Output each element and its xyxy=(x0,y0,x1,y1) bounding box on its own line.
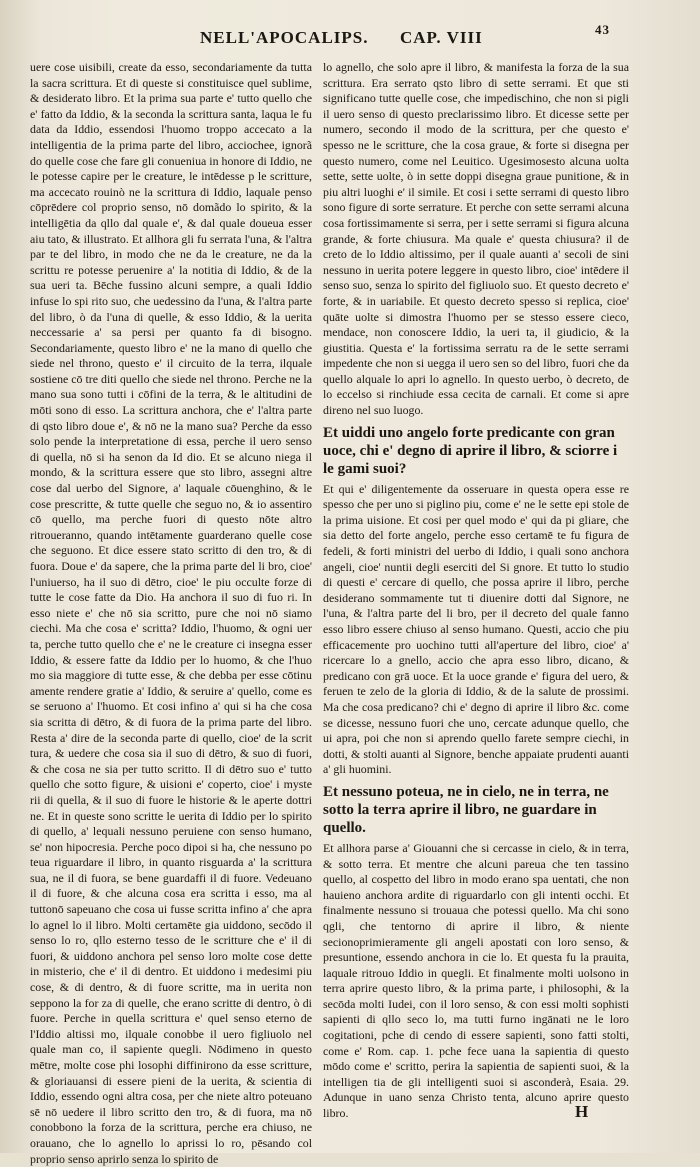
right-paragraph-2: Et qui e' diligentemente da osseruare in questa opera esse re spesso che per uno si piglino piu, come e' ne le sette epi stole de la prima uisione. Et cosi per quel modo e' qui da pi gliare, che sia detto del forte angelo, perche esso certamē te fu figura de fedeli, & forti ministri del uerbo di Iddio, i quali sono anchora angeli, cioe' nuntii degli eserciti del Si gnore. Et tutto lo studio di questi e' cercare di quello, che possa aprire il libro, perche desiderano sommamente tut ti diuenire dotti dal Signore, ne l'una, & l'altra parte del li bro, per il decreto del quale fanno esso libro essere chiuso al senso humano. Questi, accio che piu efficacemente pro uochino tutti all'aperture del libro, cioe' a' ricercare lo a gnello, accio che apra esso libro, dicano, & predicano con grā uoce. Et la uoce grande e' figura del uero, & feruen te zelo de la gloria di Iddio, & de la salute de prossimi. Ma che cosa predicano? chi e' degno di aprire il libro &c. come se dicesse, nessuno fuori che uno, cercate adunque quello, che ui apra, poi che non si aprendo quello farete sempre ciechi, in dotti, & stolti auanti al Signore, benche appaiate prudenti auanti a' gli huomini. xyxy=(323,481,629,777)
scripture-lemma-1: Et uiddi uno angelo forte predicante con gran uoce, chi e' degno di aprire il libro, & sciorre i le gami suoi? xyxy=(323,424,618,477)
folio-number: 43 xyxy=(595,22,610,37)
running-title: NELL'APOCALIPS. xyxy=(200,28,369,47)
scripture-lemma-2: Et nessuno poteua, ne in cielo, ne in terra, ne sotto la terra aprire il libro, ne guardare in quello. xyxy=(323,783,609,836)
signature-mark: H xyxy=(575,1102,589,1121)
page-header xyxy=(190,22,610,54)
left-column-text: uere cose uisibili, create da esso, secondariamente da tutta la sacra scrittura. Et di queste si constituisce quel sublime, & desiderato libro. Et la prima sua parte e' tutto quello che e' fatto da Iddio, & la seconda la scrittura santa, laqua le fu data da Iddio, essendosi l'huomo troppo accecato a la intelligentia de la prima parte del libro, acciochee, ignorã do quelle cose che fare gli conueniua in honore di Iddio, ne le potesse capire per le creature, le intēdesse p le scritture, ma accecato rouinò ne la scrittura di Iddio, laquale penso cōprēdere col proprio senso, nō domãdo lo spirito, & la intelligētia da qllo dal quale e', & dal quale doueua esser aiu tato, & illustrato. Et allhora gli fu serrata l'una, & l'altra par te del libro, in modo che ne da le creature, ne da la scrittu re potesse peruenire a' la notitia di Iddio, & de la sua ueri ta. Bēche fussino alcuni sempre, a quali Iddio infuse lo spi rito suo, che uedessino da l'una, & l'altra parte del libro, ò da l'una di quelle, & esso Iddio, & la uerita neccessarie a' sa persi per quanto fa di bisogno. Secondariamente, questo libro e' ne la mano di quello che siede nel throno, questo e' il circuito de la terra, ilquale sostiene cō tre diti quello che siede nel throno. Perche ne la mano sua sono tutti i cōfini de la terra, & le altitudini de mōti sono di esso. La scrittura anchora, che e' l'altra parte di qsto libro doue e', & nō ne la mano sua? Perche da esso solo pende la interpretatione di essa, perche il uero senso di quella, nō si ha senon da Id dio. Et se alcuno niega il mondo, & la scrittura essere que sto libro, assegni altre cose dal uerbo del Signore, a' laquale cōuenghino, & le cose prescritte, & tutte quelle che seguo no, & io assentiro cō quello, ma perche fuori di questo nōte altro ritroueranno, quando intētamente guarderano quelle cose che seguono. Et dice essere stato scritto di den tro, & di fuora. Doue e' da sapere, che la prima parte del li bro, cioe' l'uniuerso, ha il suo di dētro, cioe' le piu occulte forze di tutte le cose fatte da Dio. Ha anchora il suo di fuo ri. In esso niete e' che nō sia scritto, pure che noi nō siamo ciechi. Ma che cosa e' scritta? Iddio, l'huomo, & ogni uer ta, perche tutto quello che e' ne le creature ci insegna esser Iddio, & essere fatte da Iddio per lo huomo, & che l'huo mo sia maggiore di tutte esse, & che debba per esse cōtinu amente rendere gratie a' Iddio, & seruire a' quello, come es se seruono a' l'huomo. Et cosi infino a' qui si ha che cosa sia scritta di dētro, & di fuora de la prima parte del libro. Resta a' dire de la seconda parte di quello, cioe' de la scrit tura, & uedere che cosa sia il suo di dētro, & suo di fuori, & che cosa ne sia per tutto scritto. Il di dētro suo e' tutto quello che sotto figure, & uisioni e' coperto, cioe' i myste rii di quella, & il suo di fuore le historie & le aperte dottri ne. Et in queste sono scritte le uerita di Iddio per lo spirito di quello, a' lequali nessuno peruiene con senso humano, se' non hipocresia. Perche poco dipoi si ha, che nessuno po teua riguardare il libro, in quanto risguarda a' la scrittura sua, ne il di fuora, se bene guardaffi il di fuore. Vedeuano il di fuore, & che alcuna cosa era scritta i esso, ma al tuttonō sapeuano che cosa ui fusse scritta infino a' che apra lo agnel lo il libro. Molti certamēte gia uiddono, secōdo il senso lo ro, qllo esterno tesso de le scritture che e' il di fuori, & uiddono anchora pel senso loro molte cose dette in misterio, che e' il di dentro. Et uiddono i medesimi piu cose, & di dentro, & di fuore scritte, ma in uerita non seppono la for za di quelle, che erano scritte di dentro, ò di fuore. Perche in quella scrittura e' quel senso eterno de l'Iddio altissi mo, ilquale conobbe il uero figliuolo nel quale man co, il sapiente quegli. Nōdimeno in questo mētre, molte cose phi losophi diffinirono da esse scritture, & gloriauansi di essere pieni de la uerita, & scientia di Iddio, essendo ogni altra cosa, per che niete altro poteuano sē nō uedere il libro scritto den tro, & di fuora, ma nō conobbono la forza de la scrittura, perche era chiuso, ne orauano, che lo agnello lo aprissi lo ro, pēsando col proprio senso aprirlo senza lo spirito de xyxy=(30,60,312,1166)
left-column xyxy=(30,60,312,1166)
chapter-number: CAP. VIII xyxy=(400,28,483,47)
right-paragraph-3: Et allhora parse a' Giouanni che si cercasse in cielo, & in terra, & sotto terra. Et mentre che alcuni pareua che ten tassino quello, al cospetto del libro in modo erano spa uentati, che non hauieno anchora ardite di riguardarlo con gli intenti occhi. Et finalmente nessuno si trouaua che potessi quello. Ma chi sono qgli, che tentorno di aprire il libro, & niente secionoprimieramente gli angeli apostati con loro senso, & presuntione, essendo anchora in cie lo. Et questa fu la prauita, laquale ritrouo Iddio in quegli. Et finalmente molti uolsono in terra aprire questo libro, & la prima parte, i philosophi, & la secōda molti Iudei, con il loro senso, & con essi molti sophisti sapienti di qllo seco lo, ma tutti furno ingānati ne le loro cogitationi, pche di cendo di essere sapienti, sono fatti stolti, come e' Rom. cap. 1. pche fece uana la sapientia di questo mōdo come e' scritto, perira la sapientia de sapienti suoi, & la intelligen tia de gli intelligenti suoi si asconderà, Esaia. 29. Adunque in uano senza Christo tenta, alcuno aprire questo libro. xyxy=(323,840,629,1121)
right-paragraph-1: lo agnello, che solo apre il libro, & manifesta la forza de la sua scrittura. Era serrato qsto libro di sette serrami. Et que sti significano tutte quelle cose, che impedischino, che non si pigli il uero senso di questo preclarissimo libro. Et dicesse sette per numero, secondo il modo de la scrittura, per che questo e' spesso ne le scritture, che la cosa graue, & forte si disegna per questo numero, come nel Leuitico. Ugesimosesto alcuna uolta sette, sette uolte, ò in sette doppi disegna graue punitione, & in piu altri luoghi e' il simile. Et cosi i sette serrami di questo libro sono figure di sorte serrature. Et perche con sette serrami alcuna cosa fortissimamente si serra, per i sette serrami si figura alcuna grande, & forte chiusura. Ma quale e' questa chiusura? il de creto de lo Iddio altissimo, per il quale auanti a' secoli de sini nessuno in uerita potere leggere in questo libro, cioe' intēdere il senso suo, senza lo spirito del figliuolo suo. Et questo decreto e' forte, & in uariabile. Et questo decreto spesso si replica, cioe' quāte uolte si dimostra l'huomo per se stesso essere cieco, mendace, non conoscere Iddio, la ueri ta, il giudicio, & la giustitia. Questa e' la fortissima serratu ra de le sette serrami impedente che non si uegga il uero sen so del libro, fuori che da quello alquale lo apri lo agnello. In questo uerbo, ò decreto, de lo eccelso si rinchiude essa cecita de carnali. Et come si apre direno nel suo luogo. xyxy=(323,60,629,418)
right-column xyxy=(323,60,629,1121)
